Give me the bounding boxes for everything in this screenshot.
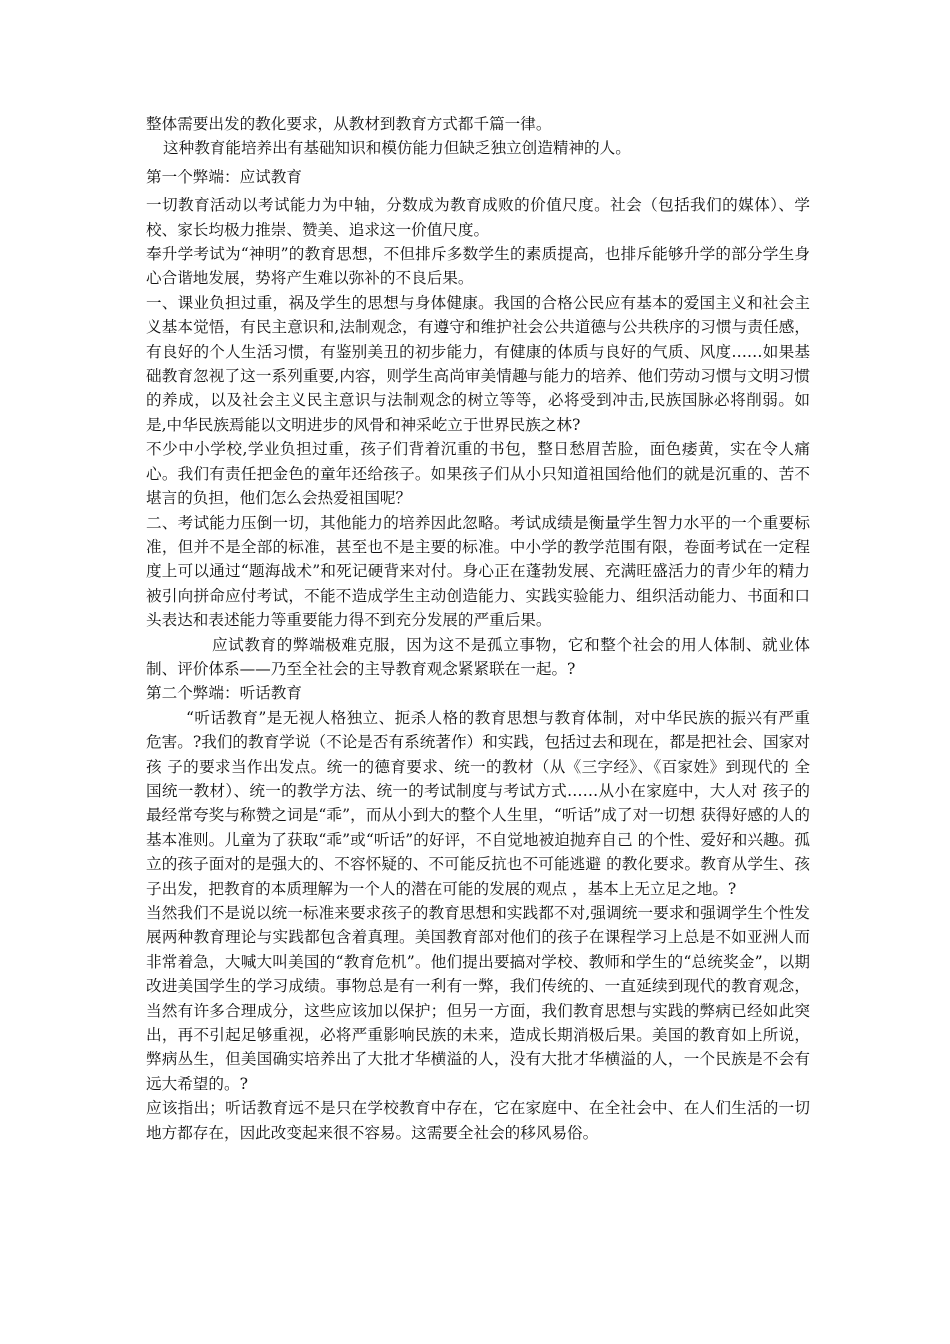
paragraph-conclusion: 应该指出；听话教育远不是只在学校教育中存在，它在家庭中、在全社会中、在人们生活的一切地方都存在，因此改变起来很不容易。这需要全社会的移风易俗。 bbox=[146, 1099, 810, 1142]
paragraph-exam-difficulty: 应试教育的弊端极难克服，因为这不是孤立事物，它和整个社会的用人体制、就业体制、评价体系——乃至全社会的主导教育观念紧紧联在一起。? bbox=[146, 635, 810, 678]
paragraph-point-one: 一、课业负担过重，祸及学生的思想与身体健康。我国的合格公民应有基本的爱国主义和社会主义基本觉悟，有民主意识和,法制观念，有遵守和维护社会公共道德与公共秩序的习惯与责任感，有良好的个人生活习惯，有鉴别美丑的初步能力，有健康的体质与良好的气质、风度……如果基础教育忽视了这一系列重要,内容，则学生高尚审美情趣与能力的培养、他们劳动习惯与文明习惯的养成，以及社会主义民主意识与法制观念的树立等等，必将受到冲击,民族国脉必将削弱。如是,中华民族焉能以文明进步的风骨和神采屹立于世界民族之林? bbox=[146, 293, 810, 434]
paragraph-intro: 整体需要出发的教化要求，从教材到教育方式都千篇一律。 bbox=[146, 115, 552, 133]
paragraph-summary: 这种教育能培养出有基础知识和模仿能力但缺乏独立创造精神的人。 bbox=[163, 139, 631, 158]
paragraph-obedience: “听话教育”是无视人格独立、扼杀人格的教育思想与教育体制，对中华民族的振兴有严重 危害。?我们的教育学说（不论是否有系统著作）和实践，包括过去和现在，都是把社会、国家对孩 子的要求当作出发点。统一的德育要求、统一的教材（从《三字经》、《百家姓》到现代的 全国统一教材）、统一的教学方法、统一的考试制度与考试方式……从小在家庭中，大人对 孩子的最经常夸奖与称赞之词是“乖”，而从小到大的整个人生里，“听话”成了对一切想 获得好感的人的基本准则。儿童为了获取“乖”或“听话”的好评，不自觉地被迫抛弃自己 的个性、爱好和兴趣。孤立的孩子面对的是强大的、不容怀疑的、不可能反抗也不可能逃避 的教化要求。教育从学生、孩子出发，把教育的本质理解为一个人的潜在可能的发展的观点 ，基本上无立足之地。? bbox=[146, 708, 810, 898]
paragraph-balance: 当然我们不是说以统一标准来要求孩子的教育思想和实践都不对,强调统一要求和强调学生个性发展两种教育理论与实践都包含着真理。美国教育部对他们的孩子在课程学习上总是不如亚洲人而非常着急，大喊大叫美国的“教育危机”。他们提出要搞对学校、教师和学生的“总统奖金”，以期改进美国学生的学习成绩。事物总是有一利有一弊，我们传统的、一直延续到现代的教育观念，当然有许多合理成分，这些应该加以保护；但另一方面，我们教育思想与实践的弊病已经如此突出，再不引起足够重视，必将严重影响民族的未来，造成长期消极后果。美国的教育如上所说，弊病丛生，但美国确实培养出了大批才华横溢的人，没有大批才华横溢的人，一个民族是不会有远大希望的。? bbox=[146, 904, 810, 1093]
document-page bbox=[146, 112, 810, 1145]
paragraph-exam-worship: 奉升学考试为“神明”的教育思想，不但排斥多数学生的素质提高，也排斥能够升学的部分学生身心合谐地发展，势将产生难以弥补的不良后果。 bbox=[146, 245, 810, 288]
paragraph-point-two: 二、考试能力压倒一切，其他能力的培养因此忽略。考试成绩是衡量学生智力水平的一个重要标准，但并不是全部的标准，甚至也不是主要的标准。中小学的教学范围有限，卷面考试在一定程度上可以通过“题海战术”和死记硬背来对付。身心正在蓬勃发展、充满旺盛活力的青少年的精力被引向拼命应付考试，不能不造成学生主动创造能力、实践实验能力、组织活动能力、书面和口头表达和表述能力等重要能力得不到充分发展的严重后果。 bbox=[146, 513, 810, 630]
section-heading-obedience: 第二个弊端：听话教育 bbox=[146, 684, 302, 703]
paragraph-exam-axis: 一切教育活动以考试能力为中轴，分数成为教育成败的价值尺度。社会（包括我们的媒体）、学校、家长均极力推崇、赞美、追求这一价值尺度。 bbox=[146, 196, 810, 239]
section-heading-exam-oriented: 第一个弊端：应试教育 bbox=[146, 167, 302, 186]
paragraph-burden: 不少中小学校,学业负担过重，孩子们背着沉重的书包，整日愁眉苦脸，面色痿黄，实在令人痛心。我们有责任把金色的童年还给孩子。如果孩子们从小只知道祖国给他们的就是沉重的、苦不堪言的负担，他们怎么会热爱祖国呢？ bbox=[146, 440, 810, 508]
